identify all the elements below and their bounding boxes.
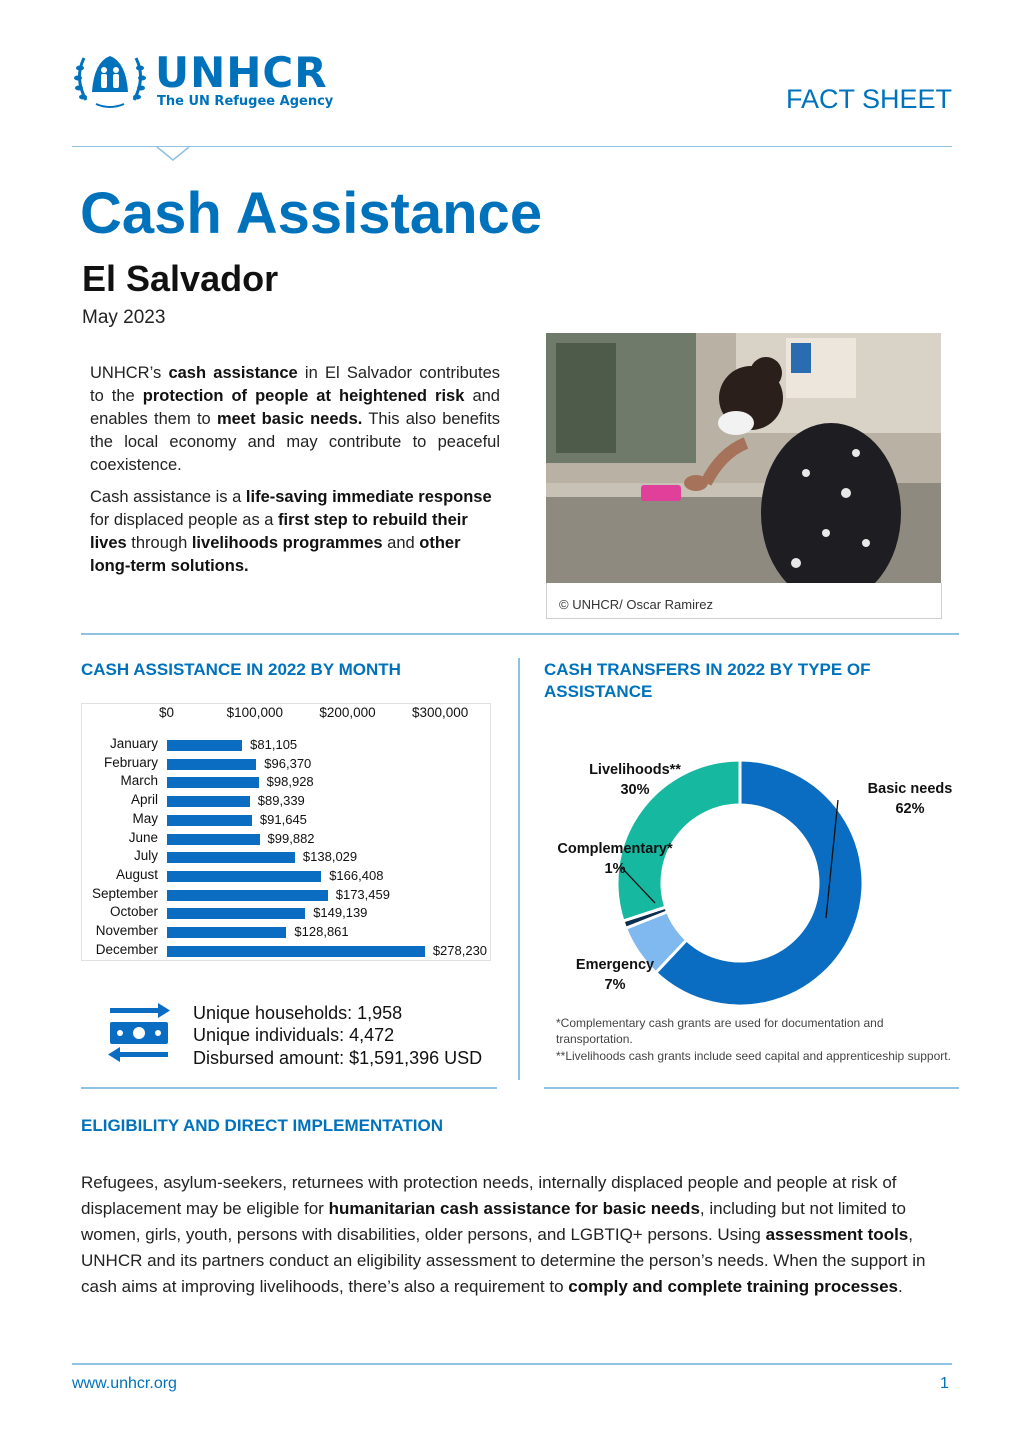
- text-run: UNHCR’s: [90, 364, 169, 382]
- text-run: other long-term solutions.: [90, 534, 461, 575]
- header-divider: [72, 146, 952, 147]
- text-run: , UNHCR and its partners conduct an eligibility assessment to determine the person’s needs. When the support in cash aims at improving livelihoods, there’s also a requirement to: [81, 1225, 926, 1296]
- label-basic-needs-name: Basic needs: [867, 781, 953, 797]
- intro-paragraph-1: [90, 362, 500, 477]
- label-complementary-pct: 1%: [604, 861, 626, 877]
- bar-value-label: $138,029: [302, 849, 358, 865]
- label-basic-needs-pct: 62%: [895, 801, 925, 817]
- x-tick-label: $100,000: [226, 705, 283, 720]
- photo-caption-box: [546, 583, 942, 619]
- bar-value-label: $278,230: [432, 942, 488, 958]
- section-divider-right: [544, 1087, 959, 1089]
- month-label: August: [115, 866, 158, 882]
- photo-credit: © UNHCR/ Oscar Ramirez: [559, 597, 714, 612]
- month-label: January: [109, 736, 158, 751]
- text-run: cash assistance: [168, 364, 298, 382]
- month-label: April: [130, 792, 158, 808]
- photo-woman-at-counter: [546, 333, 941, 583]
- text-run: This also benefits the local economy and may contribute to peaceful coexistence.: [90, 410, 501, 474]
- text-run: assessment tools: [765, 1225, 909, 1244]
- type-chart-title: CASH TRANSFERS IN 2022 BY TYPE OF ASSISTANCE: [544, 660, 871, 701]
- label-complementary-name: Complementary*: [557, 841, 673, 857]
- text-run: and: [382, 534, 420, 552]
- text-run: life-saving immediate response: [245, 488, 492, 506]
- laurel-emblem-icon: [70, 48, 150, 110]
- month-label: October: [109, 904, 158, 920]
- stat-individuals: Unique individuals: 4,472: [193, 1025, 395, 1045]
- section-divider-left: [81, 1087, 497, 1089]
- text-run: humanitarian cash assistance for basic needs: [328, 1199, 700, 1218]
- text-run: comply and complete training processes: [568, 1277, 898, 1296]
- bar-value-label: $96,370: [264, 755, 312, 771]
- bar-value-label: $91,645: [259, 811, 307, 827]
- month-label: September: [91, 885, 158, 901]
- bar-value-label: $128,861: [294, 924, 349, 939]
- text-run: meet basic needs.: [216, 410, 363, 428]
- footnote-livelihoods: **Livelihoods cash grants include seed capital and apprenticeship support.: [556, 1049, 951, 1063]
- month-label: July: [133, 848, 158, 864]
- stat-households: Unique households: 1,958: [193, 1003, 403, 1023]
- bar-value-label: $99,882: [267, 830, 315, 846]
- month-label: February: [103, 754, 158, 770]
- eligibility-paragraph: [81, 1170, 956, 1300]
- label-livelihoods-name: Livelihoods**: [589, 762, 681, 778]
- footnote-complementary: *Complementary cash grants are used for documentation and transportation.: [556, 1016, 884, 1046]
- page-number: 1: [940, 1375, 949, 1392]
- report-date: May 2023: [82, 307, 166, 328]
- bar-july: [167, 852, 295, 863]
- bar-value-label: $149,139: [313, 905, 368, 921]
- logo-wordmark: UNHCR: [155, 48, 328, 97]
- cash-transfer-icon: [106, 1002, 172, 1064]
- stat-disbursed: Disbursed amount: $1,591,396 USD: [193, 1048, 483, 1068]
- text-run: Cash assistance is a: [90, 488, 246, 506]
- intro-paragraph-2: [90, 486, 500, 578]
- bar-december: [167, 946, 425, 957]
- text-run: in El Salvador contributes to the: [90, 364, 500, 405]
- text-run: livelihoods programmes: [191, 534, 383, 552]
- chevron-down-icon: [156, 146, 190, 162]
- bar-value-label: $89,339: [257, 793, 305, 809]
- bar-value-label: $173,459: [335, 886, 390, 902]
- bar-march: [167, 777, 259, 788]
- text-run: protection of people at heightened risk: [142, 387, 465, 405]
- bar-january: [167, 740, 242, 751]
- footer-divider: [72, 1363, 952, 1365]
- bar-april: [167, 796, 250, 807]
- page-title: Cash Assistance: [80, 181, 543, 246]
- column-divider: [518, 658, 520, 1080]
- country-subtitle: El Salvador: [82, 258, 279, 299]
- month-label: November: [95, 923, 158, 938]
- bar-september: [167, 890, 328, 901]
- text-run: and enables them to: [90, 387, 500, 428]
- text-run: for displaced people as a: [90, 511, 279, 529]
- bar-february: [167, 759, 256, 770]
- text-run: Refugees, asylum-seekers, returnees with protection needs, internally displaced people and people at risk of displacement may be eligible for: [81, 1173, 897, 1218]
- bar-value-label: $98,928: [266, 774, 314, 790]
- bar-august: [167, 871, 321, 882]
- bar-june: [167, 834, 260, 845]
- label-emergency-pct: 7%: [604, 977, 626, 993]
- bar-value-label: $81,105: [250, 737, 298, 752]
- bar-october: [167, 908, 305, 919]
- month-label: December: [95, 941, 158, 957]
- bar-may: [167, 815, 252, 826]
- text-run: .: [897, 1277, 903, 1296]
- monthly-chart-title: CASH ASSISTANCE IN 2022 BY MONTH: [81, 660, 401, 679]
- logo-tagline: The UN Refugee Agency: [157, 94, 334, 109]
- doc-type-label: FACT SHEET: [785, 84, 952, 114]
- label-livelihoods-pct: 30%: [620, 782, 650, 798]
- label-emergency-name: Emergency: [575, 957, 655, 973]
- footer-website-link[interactable]: www.unhcr.org: [72, 1375, 177, 1392]
- section-divider-top: [81, 633, 959, 635]
- x-tick-label: $300,000: [412, 705, 469, 720]
- x-tick-label: $200,000: [319, 705, 376, 720]
- eligibility-title: ELIGIBILITY AND DIRECT IMPLEMENTATION: [81, 1116, 444, 1135]
- x-tick-label: $0: [159, 705, 175, 720]
- month-label: March: [120, 773, 158, 789]
- text-run: through: [126, 534, 192, 552]
- bar-november: [167, 927, 286, 938]
- month-label: May: [132, 810, 158, 826]
- text-run: first step to rebuild their lives: [90, 511, 468, 552]
- text-run: , including but not limited to women, girls, youth, persons with disabilities, older persons, and LGBTIQ+ persons. Using: [81, 1199, 906, 1244]
- bar-value-label: $166,408: [329, 867, 384, 883]
- month-label: June: [128, 829, 158, 845]
